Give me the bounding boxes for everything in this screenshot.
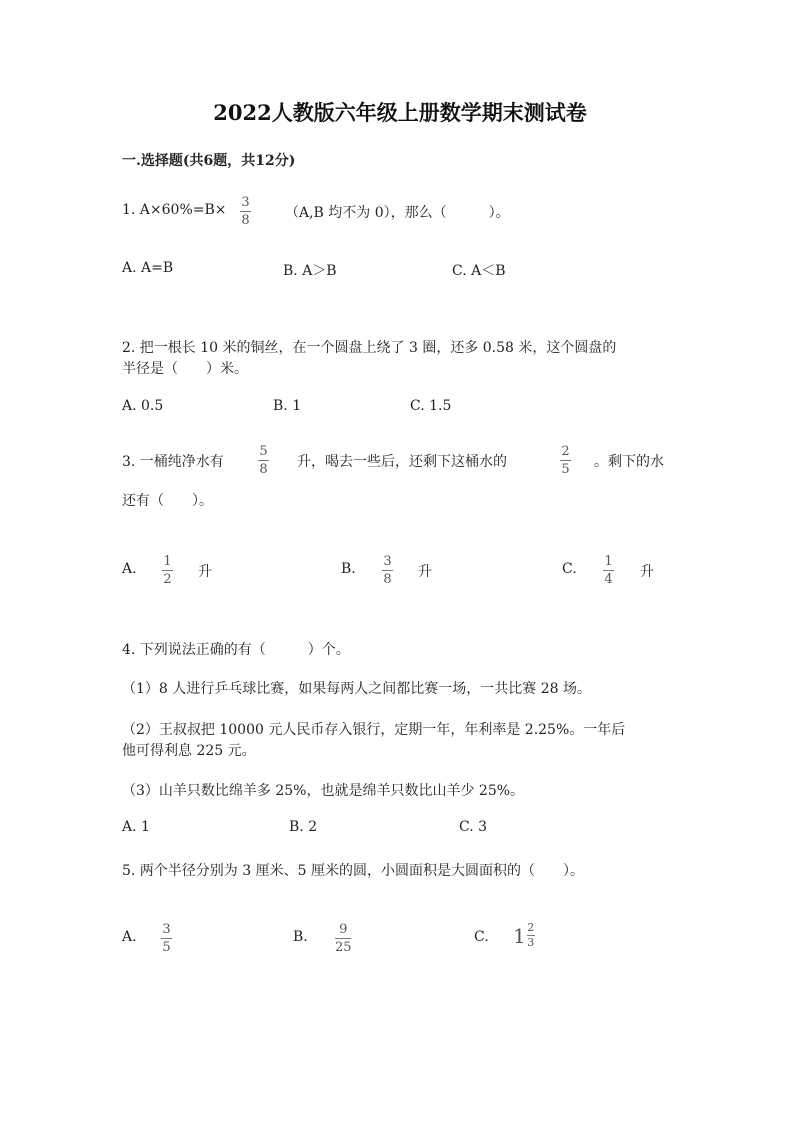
- q3-fraction-2-numerator: 2: [561, 444, 570, 459]
- q3-option-c-fraction: [603, 554, 614, 587]
- q1-option-a: A. A=B: [122, 260, 174, 276]
- q5-option-a-denominator: 5: [162, 940, 171, 955]
- q5-stem: 5. 两个半径分别为 3 厘米、5 厘米的圆，小圆面积是大圆面积的（ ）。: [122, 863, 584, 879]
- q3-option-a-denominator: 2: [163, 572, 172, 587]
- q1-fraction-denominator: 8: [241, 213, 250, 228]
- q1-fraction-numerator: 3: [241, 195, 250, 210]
- q5-option-c-denominator: 3: [527, 936, 535, 949]
- q2-option-b: B. 1: [273, 398, 302, 414]
- q3-option-c-label: C.: [562, 561, 577, 577]
- fraction-bar: [382, 570, 393, 571]
- q1-stem-start: 1. A×60%=B×: [122, 202, 227, 218]
- q3-option-b-numerator: 3: [383, 554, 392, 569]
- q4-option-a: A. 1: [122, 819, 150, 835]
- q3-option-a-label: A.: [122, 561, 137, 577]
- q3-fraction-1-denominator: 8: [259, 462, 268, 477]
- q3-option-c-denominator: 4: [604, 572, 613, 587]
- q2-option-c: C. 1.5: [410, 398, 452, 414]
- q3-stem-line2: 还有（ ）。: [122, 493, 213, 509]
- q3-stem-start: 3. 一桶纯净水有: [122, 454, 224, 470]
- fraction-bar: [162, 570, 173, 571]
- q2-option-a: A. 0.5: [122, 398, 164, 414]
- q4-option-b: B. 2: [289, 819, 318, 835]
- q5-option-a-fraction: [161, 922, 172, 955]
- q3-option-b-denominator: 8: [383, 572, 392, 587]
- fraction-bar: [258, 460, 269, 461]
- q4-statement-3: （3）山羊只数比绵羊多 25%，也就是绵羊只数比山羊少 25%。: [122, 783, 525, 799]
- q3-stem-middle: 升，喝去一些后，还剩下这桶水的: [297, 454, 507, 470]
- q5-option-b-denominator: 25: [335, 940, 352, 955]
- q3-option-a-fraction: [162, 554, 173, 587]
- q3-fraction-2: [560, 444, 571, 477]
- q2-stem-line2: 半径是（ ）米。: [122, 361, 248, 377]
- q3-option-a-numerator: 1: [163, 554, 172, 569]
- fraction-bar: [603, 570, 614, 571]
- fraction-bar: [335, 938, 351, 939]
- q4-option-c: C. 3: [459, 819, 488, 835]
- q5-option-c-fraction: [527, 922, 535, 949]
- q5-option-b-fraction: [335, 922, 352, 955]
- q3-fraction-1: [258, 444, 269, 477]
- q2-stem-line1: 2. 把一根长 10 米的铜丝，在一个圆盘上绕了 3 圈，还多 0.58 米，这个圆盘的: [122, 340, 617, 356]
- q1-option-c: C. A＜B: [452, 263, 506, 279]
- q5-option-c-numerator: 2: [527, 921, 535, 934]
- q3-option-b-fraction: [382, 554, 393, 587]
- q3-option-b-unit: 升: [418, 564, 432, 580]
- fraction-bar: [560, 460, 571, 461]
- q3-fraction-1-numerator: 5: [259, 444, 268, 459]
- q5-option-a-label: A.: [122, 929, 137, 945]
- q5-option-b-numerator: 9: [339, 922, 348, 937]
- q5-option-c-whole: 1: [513, 923, 526, 948]
- q5-option-c-mixed-number: [513, 922, 535, 949]
- q4-stem: 4. 下列说法正确的有（ ）个。: [122, 642, 350, 658]
- q3-stem-end: 。剩下的水: [594, 454, 664, 470]
- section-heading: 一.选择题(共6题，共12分): [122, 153, 296, 169]
- fraction-bar: [161, 938, 172, 939]
- q1-stem-end: （A,B 均不为 0），那么（ ）。: [285, 205, 510, 221]
- q4-statement-1: （1）8 人进行乒乓球比赛，如果每两人之间都比赛一场，一共比赛 28 场。: [122, 681, 591, 697]
- q5-option-c-label: C.: [474, 929, 489, 945]
- q3-option-c-numerator: 1: [604, 554, 613, 569]
- q3-option-c-unit: 升: [640, 564, 654, 580]
- fraction-bar: [240, 211, 251, 212]
- q5-option-b-label: B.: [293, 929, 308, 945]
- q3-option-b-label: B.: [341, 561, 356, 577]
- q1-fraction: [240, 195, 251, 228]
- page-title: 2022人教版六年级上册数学期末测试卷: [213, 100, 587, 125]
- q1-option-b: B. A＞B: [283, 263, 337, 279]
- q3-fraction-2-denominator: 5: [561, 462, 570, 477]
- q4-statement-2-line2: 他可得利息 225 元。: [122, 743, 256, 759]
- q3-option-a-unit: 升: [198, 564, 212, 580]
- q4-statement-2-line1: （2）王叔叔把 10000 元人民币存入银行，定期一年，年利率是 2.25%。一年后: [122, 722, 626, 738]
- q5-option-a-numerator: 3: [162, 922, 171, 937]
